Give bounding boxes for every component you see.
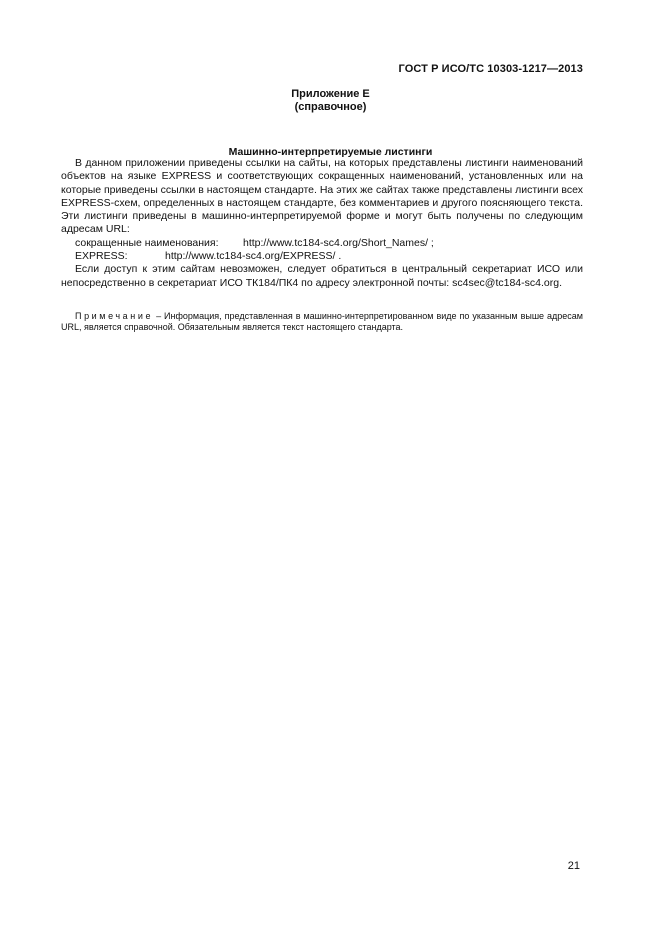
standard-code-header: ГОСТ Р ИСО/ТС 10303-1217—2013: [398, 63, 583, 75]
contact-paragraph: Если доступ к этим сайтам невозможен, следует обратиться в центральный секретариат ИСО или непосредственно в секретариат ИСО ТК184/ПК4 по адресу электронной почты: sc4sec@tc184-sc4.org.: [61, 263, 583, 289]
note-text: – Информация, представленная в машинно-интерпретированном виде по указанным выше адресам URL, является справочной. Обязательным является текст настоящего стандарта.: [61, 310, 583, 333]
annex-subtitle: (справочное): [294, 101, 367, 113]
note: [61, 311, 583, 334]
annex-heading: [0, 88, 661, 114]
page-number: 21: [567, 860, 580, 872]
url-label: EXPRESS:: [75, 250, 128, 263]
note-label: Примечание: [75, 310, 154, 321]
intro-paragraph: В данном приложении приведены ссылки на сайты, на которых представлены листинги наименований объектов на языке EXPRESS и соответствующих сокращенных наименований, установленных или на которые приведены ссылки в настоящем стандарте. На этих же сайтах также представлены листинги всех EXPRESS-схем, определенных в настоящем стандарте, без комментариев и другого поясняющего текста. Эти листинги приведены в машинно-интерпретируемой форме и могут быть получены по следующим адресам URL:: [61, 157, 584, 236]
section-title: Машинно-интерпретируемые листинги: [228, 146, 433, 158]
url-link[interactable]: http://www.tc184-sc4.org/Short_Names/ ;: [243, 236, 434, 249]
url-row-express: [61, 250, 583, 263]
url-label: сокращенные наименования:: [75, 236, 219, 249]
url-row-short-names: [61, 237, 583, 250]
url-link[interactable]: http://www.tc184-sc4.org/EXPRESS/ .: [165, 250, 342, 263]
section-body: [61, 157, 583, 343]
annex-title: Приложение Е: [291, 88, 370, 100]
